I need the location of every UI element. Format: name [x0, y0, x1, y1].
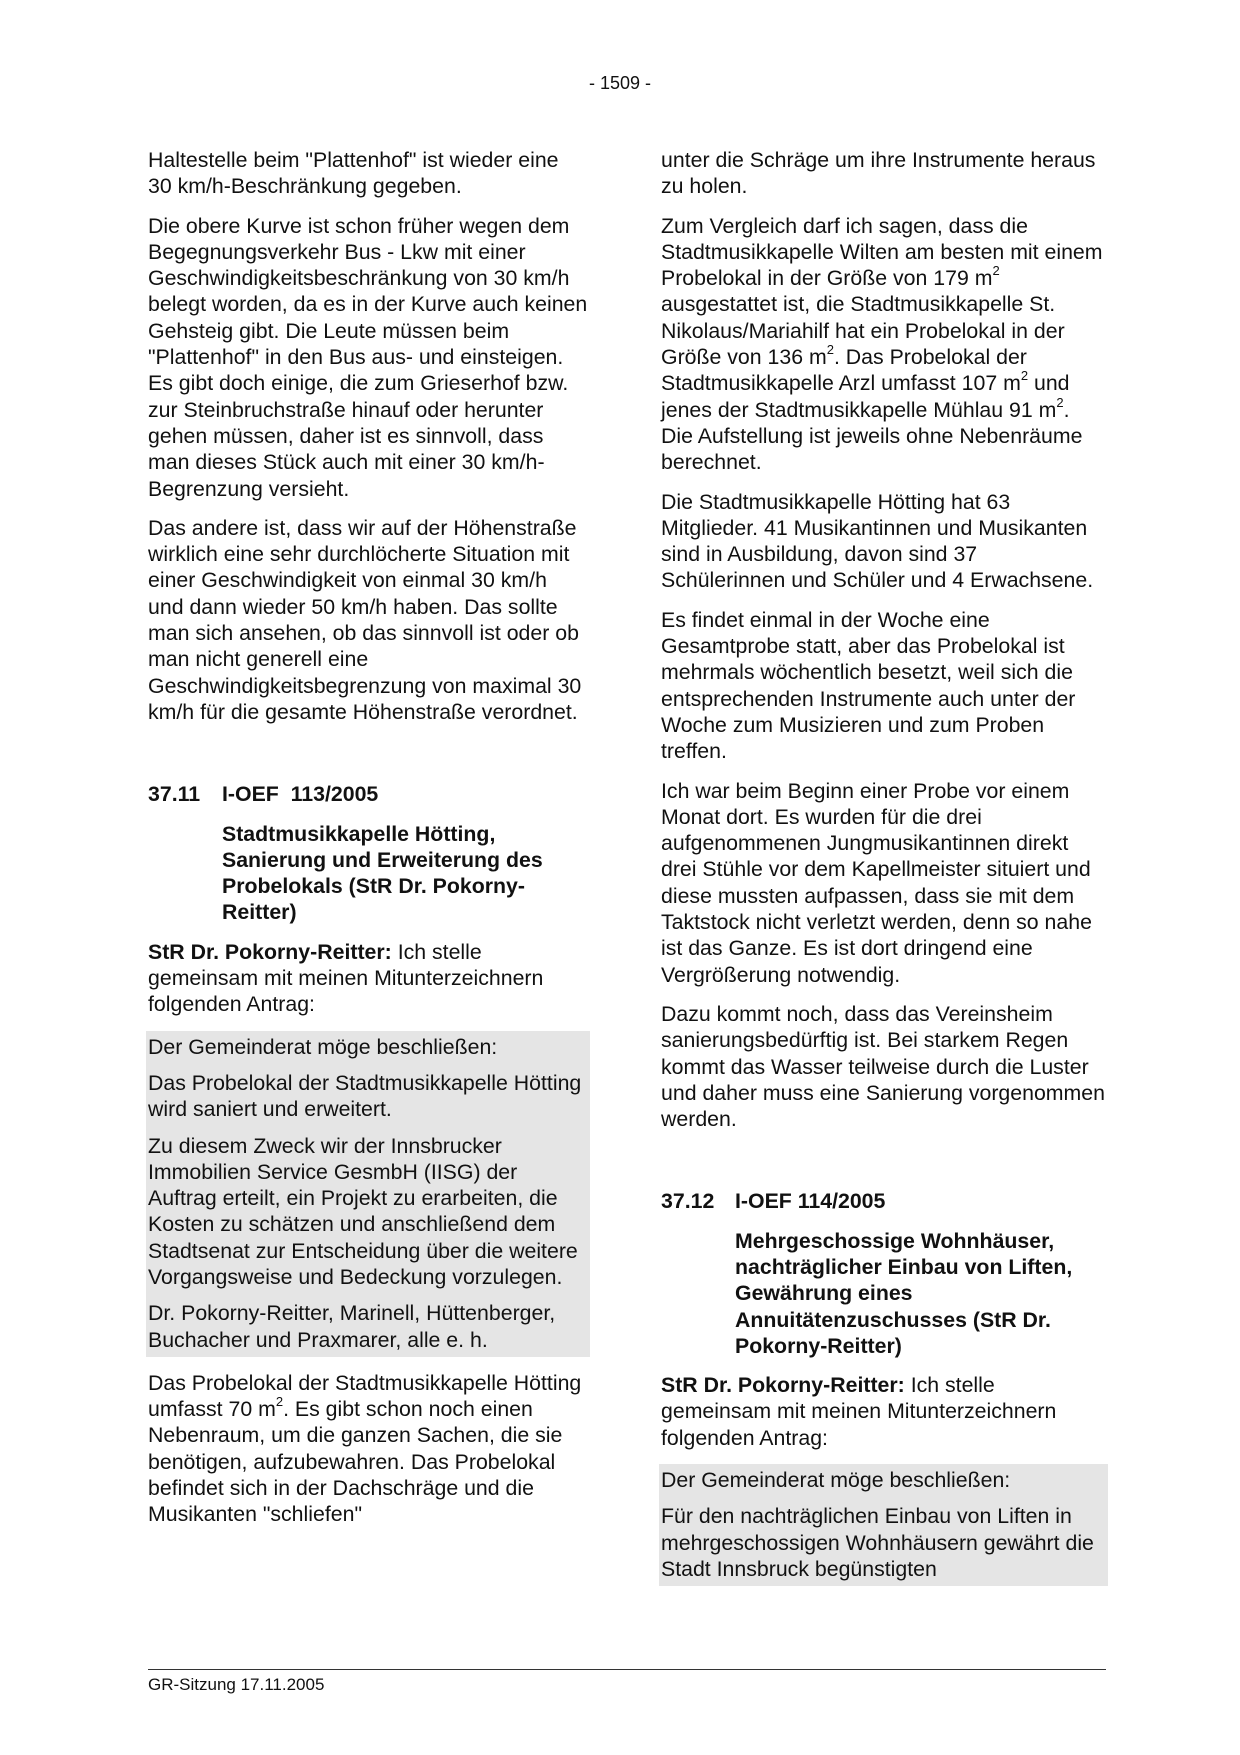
paragraph: Dazu kommt noch, dass das Vereinsheim sanierungsbedürftig ist. Bei starkem Regen kommt das Wasser teilweise durch die Luster und daher muss eine Sanierung vorgenommen werden.	[661, 1001, 1105, 1132]
paragraph: Das Probelokal der Stadtmusikkapelle Hötting umfasst 70 $m^2$. Es gibt schon noch einen Nebenraum, um die ganzen Sachen, die sie benötigen, aufzubewahren. Das Probelokal befindet sich in der Dachschräge und die Musikanten "schliefen"	[148, 1370, 582, 1527]
agenda-code: I-OEF 114/2005	[735, 1189, 886, 1214]
paragraph: unter die Schräge um ihre Instrumente heraus zu holen.	[661, 148, 1096, 199]
paragraph: Ich war beim Beginn einer Probe vor einem Monat dort. Es wurden für die drei aufgenommenen Jungmusikantinnen direkt drei Stühle vor dem Kapellmeister situiert und diese mussten aufpassen, dass sie mit dem Taktstock nicht verletzt werden, denn so nahe ist das Ganze. Es ist dort dringend eine Vergrößerung notwendig.	[661, 778, 1092, 987]
paragraph: Die Stadtmusikkapelle Hötting hat 63 Mitglieder. 41 Musikantinnen und Musikanten sind in Ausbildung, davon sind 37 Schülerinnen und Schüler und 4 Erwachsene.	[661, 489, 1094, 593]
agenda-number: 37.12	[661, 1189, 715, 1214]
motion-line: Das Probelokal der Stadtmusikkapelle Hötting wird saniert und erweitert.	[148, 1070, 582, 1122]
motion-line: Der Gemeinderat möge beschließen:	[661, 1468, 1011, 1493]
agenda-title: Mehrgeschossige Wohnhäuser, nachträglicher Einbau von Liften, Gewährung eines Annuitätenzuschusses (StR Dr. Pokorny-Reitter)	[735, 1228, 1073, 1358]
agenda-item-37-11	[148, 781, 588, 1527]
motion-line: Der Gemeinderat möge beschließen:	[148, 1034, 498, 1059]
agenda-item-37-12	[661, 1188, 1106, 1586]
speaker-text: Ich stelle gemeinsam mit meinen Mitunterzeichnern folgenden Antrag:	[661, 1373, 1057, 1450]
motion-box	[659, 1464, 1108, 1586]
speaker-name: StR Dr. Pokorny-Reitter:	[148, 939, 392, 964]
speaker-text: Ich stelle gemeinsam mit meinen Mitunterzeichnern folgenden Antrag:	[148, 939, 544, 1017]
agenda-heading	[661, 1188, 1106, 1214]
paragraph: Haltestelle beim "Plattenhof" ist wieder eine 30 km/h-Beschränkung gegeben.	[148, 148, 559, 199]
paragraph: Das andere ist, dass wir auf der Höhenstraße wirklich eine sehr durchlöcherte Situation mit einer Geschwindigkeit von einmal 30 km/h und dann wieder 50 km/h haben. Das sollte man sich ansehen, ob das sinnvoll ist oder ob man nicht generell eine Geschwindigkeitsbegrenzung von maximal 30 km/h für die gesamte Höhenstraße verordnet.	[148, 515, 582, 724]
paragraph: Es findet einmal in der Woche eine Gesamtprobe statt, aber das Probelokal ist mehrmals wöchentlich besetzt, weil sich die entsprechenden Instrumente auch unter der Woche zum Musizieren und zum Proben treffen.	[661, 607, 1076, 764]
page-number: - 1509 -	[588, 73, 652, 93]
speaker-name: StR Dr. Pokorny-Reitter:	[661, 1373, 905, 1398]
motion-line: Für den nachträglichen Einbau von Liften in mehrgeschossigen Wohnhäusern gewährt die Stadt Innsbruck begünstigten	[661, 1504, 1094, 1581]
footer-divider	[148, 1669, 1106, 1670]
agenda-title: Stadtmusikkapelle Hötting, Sanierung und Erweiterung des Probelokals (StR Dr. Pokorny-Reitter)	[222, 821, 543, 925]
speaker-paragraph	[148, 939, 588, 1018]
agenda-heading	[148, 781, 588, 807]
right-column	[661, 147, 1106, 1586]
motion-line: Zu diesem Zweck wir der Innsbrucker Immobilien Service GesmbH (IISG) der Auftrag erteilt, ein Projekt zu erarbeiten, die Kosten zu schätzen und anschließend dem Stadtsenat zur Entscheidung über die weitere Vorgangsweise und Bedeckung vorzulegen.	[148, 1133, 578, 1289]
agenda-number: 37.11	[148, 782, 201, 807]
agenda-code: I-OEF 113/2005	[222, 782, 379, 807]
left-column	[148, 147, 588, 1541]
motion-box	[146, 1031, 590, 1357]
paragraph: Zum Vergleich darf ich sagen, dass die Stadtmusikkapelle Wilten am besten mit einem Probelokal in der Größe von 179 $m^2$ ausgestattet ist, die Stadtmusikkapelle St. Nikolaus/Mariahilf hat ein Probelokal in der Größe von 136 $m^2$. Das Probelokal der Stadtmusikkapelle Arzl umfasst 107 $m^2$ und jenes der Stadtmusikkapelle Mühlau 91 $m^2$. Die Aufstellung ist jeweils ohne Nebenräume berechnet.	[661, 213, 1103, 475]
motion-signatories: Dr. Pokorny-Reitter, Marinell, Hüttenberger, Buchacher und Praxmarer, alle e. h.	[148, 1301, 556, 1352]
footer-text: GR-Sitzung 17.11.2005	[148, 1675, 325, 1694]
speaker-paragraph	[661, 1372, 1106, 1451]
paragraph: Die obere Kurve ist schon früher wegen dem Begegnungsverkehr Bus - Lkw mit einer Geschwindigkeitsbeschränkung von 30 km/h belegt worden, da es in der Kurve auch keinen Gehsteig gibt. Die Leute müssen beim "Plattenhof" in den Bus aus- und einsteigen. Es gibt doch einige, die zum Grieserhof bzw. zur Steinbruchstraße hinauf oder herunter gehen müssen, daher ist es sinnvoll, dass man dieses Stück auch mit einer 30 km/h-Begrenzung versieht.	[148, 213, 588, 501]
